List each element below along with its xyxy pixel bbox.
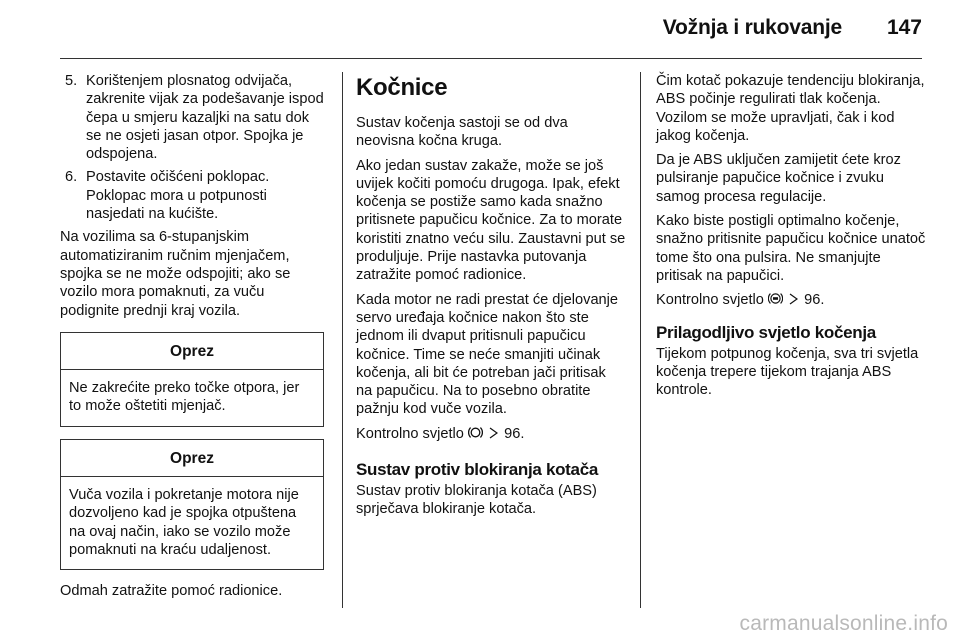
reference-page: 96. [804, 292, 825, 309]
abs-warning-icon [768, 291, 783, 311]
page-header [0, 0, 960, 58]
step-text: Korištenjem plosnatog odvijača, zakrenite vijak za podešavanje ispod čepa u smjeru kazaljki na satu dok se ne osjeti jasan otpor. Spojka je odspojena. [86, 73, 324, 163]
reference-line [656, 291, 926, 311]
column-divider-1 [342, 72, 343, 608]
step-number: 6. [65, 169, 78, 186]
reference-label: Kontrolno svjetlo [656, 292, 764, 309]
body-paragraph: Sustav kočenja sastoji se od dva neovisna kočna kruga. [356, 115, 568, 150]
section-heading: Kočnice [356, 74, 448, 101]
column-middle [356, 72, 626, 525]
page-number: 147 [886, 16, 922, 39]
reference-label: Kontrolno svjetlo [356, 425, 464, 442]
body-paragraph: Kako biste postigli optimalno kočenje, snažno pritisnite papučicu kočnice unatoč tome što ona pulsira. Ne smanjujte pritisak na papučici. [656, 213, 926, 284]
caution-text: Vuča vozila i pokretanje motora nije dozvoljeno kad je spojka otpuštena na ovaj način, iako se vozilo može pomaknuti na kraću udaljenost. [69, 487, 299, 558]
caution-box [60, 439, 324, 570]
body-paragraph: Čim kotač pokazuje tendenciju blokiranja, ABS počinje regulirati tlak kočenja. Vozilom se može upravljati, čak i kod jakog kočenja. [656, 73, 925, 144]
caution-title: Oprez [61, 333, 323, 370]
body-paragraph: Da je ABS uključen zamijetit ćete kroz pulsiranje papučice kočnice i zvuku samog procesa regulacije. [656, 152, 901, 205]
body-paragraph: Sustav protiv blokiranja kotača (ABS) sprječava blokiranje kotača. [356, 483, 597, 518]
list-item [60, 72, 326, 163]
caution-box [60, 332, 324, 427]
caution-title: Oprez [61, 440, 323, 477]
list-item [60, 168, 326, 223]
column-left [60, 72, 326, 607]
body-paragraph: Tijekom potpunog kočenja, sva tri svjetla kočenja trepere tijekom trajanja ABS kontrole. [656, 345, 919, 399]
body-paragraph: Ako jedan sustav zakaže, može se još uvijek kočiti pomoću drugoga. Ipak, efekt kočenja se postiže samo kada snažno pritisnete papučicu kočnice. Za to morate koristiti znatno veću silu. Zaustavni put se produljuje. Prije nastavka putovanja zatražite pomoć radionice. [356, 157, 626, 284]
subsection-heading: Sustav protiv blokiranja kotača [356, 460, 599, 480]
page-title: Vožnja i rukovanje [662, 16, 842, 39]
column-right [656, 72, 926, 405]
caution-text: Ne zakrećite preko točke otpora, jer to može oštetiti mjenjač. [69, 380, 300, 415]
brake-warning-icon [468, 425, 483, 445]
reference-line [356, 425, 626, 445]
page-reference-icon [789, 292, 798, 310]
step-number: 5. [65, 73, 78, 89]
subsection-heading: Prilagodljivo svjetlo kočenja [656, 322, 876, 342]
reference-page: 96. [504, 425, 525, 442]
body-paragraph: Na vozilima sa 6-stupanjskim automatiziranim ručnim mjenjačem, spojka se ne može odspojiti; ako se vozilo mora pomaknuti, za vuču podignite prednji kraj vozila. [60, 229, 291, 319]
page-reference-icon [489, 426, 498, 444]
step-text: Postavite očišćeni poklopac. Poklopac mora u potpunosti nasjedati na kućište. [86, 169, 270, 223]
header-divider [60, 58, 922, 59]
column-divider-2 [640, 72, 641, 608]
body-paragraph: Odmah zatražite pomoć radionice. [60, 583, 283, 600]
watermark-link[interactable]: carmanualsonline.info [739, 612, 948, 635]
steps-list [60, 72, 326, 223]
body-paragraph: Kada motor ne radi prestat će djelovanje servo uređaja kočnice nakon što ste jednom ili dvaput pritisnuli papučicu kočnice. Time se neće smanjiti učinak kočenja, ali bit će potreban jači pritisak na papučicu. Na to posebno obratite pažnju kod vuče vozila. [356, 291, 619, 418]
